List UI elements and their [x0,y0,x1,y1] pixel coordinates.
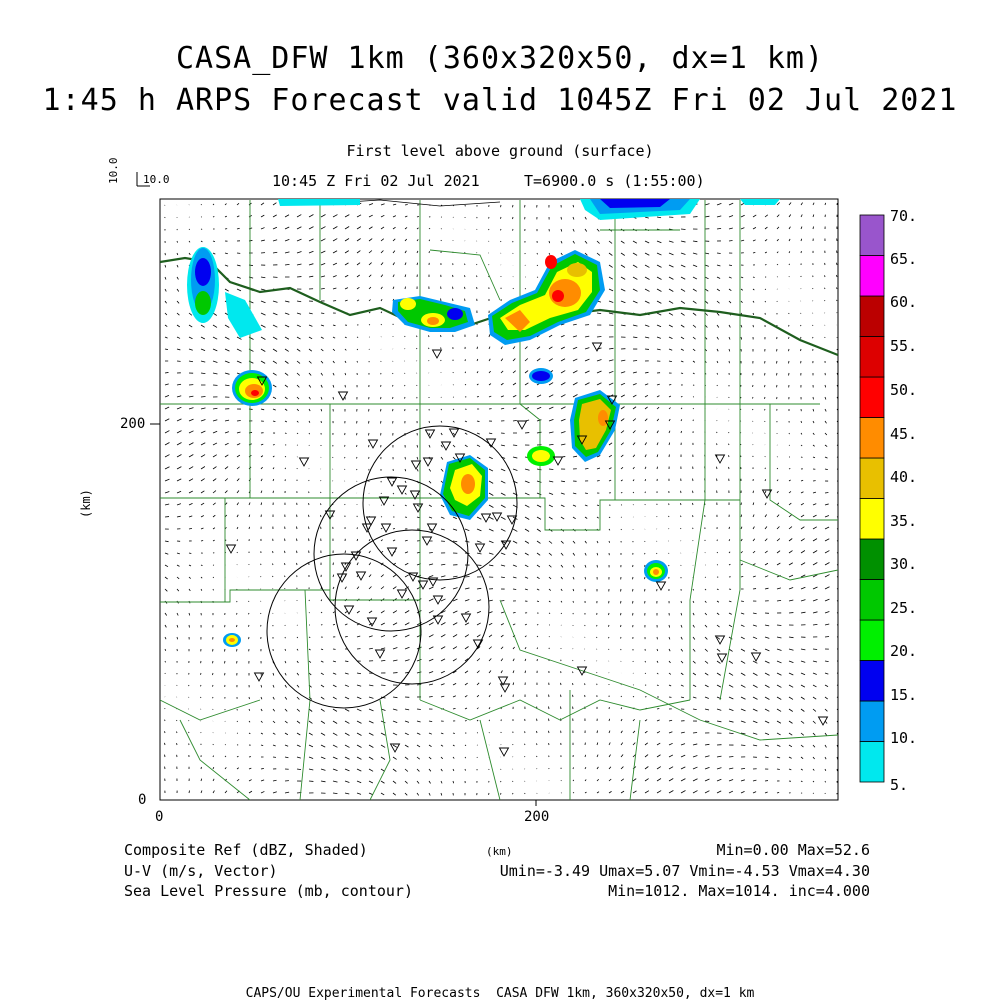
colorbar-swatch [860,742,884,783]
wind-vector [321,313,324,314]
storm-cell-central [461,474,475,494]
y-tick-0: 0 [138,793,146,807]
wind-vector [261,768,264,769]
wind-vector [381,324,382,325]
wind-vector [393,505,394,506]
wind-vector [405,287,406,289]
colorbar-label: 65. [890,252,917,267]
wind-vector [777,625,781,626]
wind-vector [633,504,634,505]
colorbar-swatch [860,580,884,621]
wind-vector [477,396,479,397]
credit-line: CAPS/OU Experimental Forecasts CASA DFW 1km, 360x320x50, dx=1 km [0,987,1000,1000]
colorbar-label: 70. [890,209,917,224]
wind-vector [345,551,346,553]
wind-vector [681,431,682,433]
wind-vector [525,671,526,673]
wind-vector [789,264,790,265]
wind-vector [477,421,479,422]
colorbar-swatch [860,418,884,459]
colorbar-label: 5. [890,778,908,793]
y-axis-label: (km) [80,489,92,518]
model-time-label: T=6900.0 s (1:55:00) [524,174,705,189]
wind-vector [165,372,168,373]
wind-vector [165,349,168,350]
x-tick-200: 200 [524,810,549,824]
colorbar-label: 35. [890,514,917,529]
colorbar-swatch [860,539,884,580]
wind-vector [681,229,685,230]
wind-vector [237,420,241,421]
wind-vector [741,601,744,602]
wind-vector [285,468,286,469]
wind-vector [753,491,754,493]
colorbar-label: 10. [890,731,917,746]
storm-cell [229,638,235,642]
valid-time-label: 10:45 Z Fri 02 Jul 2021 [272,174,480,189]
wind-vector [393,528,395,529]
wind-vector [525,288,526,289]
wind-vector [381,685,385,686]
field1-name: Composite Ref (dBZ, Shaded) [124,843,368,858]
field2-stats: Umin=-3.49 Umax=5.07 Vmin=-4.53 Vmax=4.30 [500,864,870,879]
wind-vector [573,683,574,685]
field3-name: Sea Level Pressure (mb, contour) [124,884,413,899]
wind-vector [765,289,766,290]
wind-vector [273,491,274,493]
storm-cell-large [552,290,564,302]
field1-stats: Min=0.00 Max=52.6 [716,843,870,858]
wind-vector [645,673,646,674]
wind-vector [213,216,214,217]
wind-vector [801,421,802,423]
wind-vector [189,229,190,230]
storm-cell [195,291,211,315]
colorbar [860,215,884,782]
reflectivity-band-top [740,199,780,205]
wind-vector [237,721,238,722]
wind-vector [177,241,178,243]
wind-vector [693,589,694,590]
wind-vector [345,661,348,662]
wind-vector [549,469,553,470]
wind-vector [213,756,214,757]
wind-vector [597,731,598,733]
wind-vector [225,744,226,745]
colorbar-label: 45. [890,427,917,442]
colorbar-swatch [860,458,884,499]
storm-cell [532,371,550,381]
wind-vector [201,204,202,205]
wind-vector [573,792,574,793]
storm-cell-large [545,255,557,269]
wind-vector [441,409,442,410]
wind-vector [201,396,205,397]
wind-vector [549,636,550,637]
storm-line [447,308,463,320]
storm-cell [251,390,259,396]
wind-vector [609,541,610,543]
storm-line [427,317,439,325]
wind-vector [309,612,310,613]
colorbar-label: 40. [890,470,917,485]
colorbar-swatch [860,701,884,742]
vector-key-vertical-label: 10.0 [108,158,119,185]
wind-vector [465,745,466,746]
wind-vector [765,301,766,302]
storm-cell [653,569,659,575]
storm-cell [195,258,211,286]
wind-vector [477,347,478,349]
wind-vector [717,552,718,553]
colorbar-swatch [860,661,884,702]
wind-vector [249,527,250,529]
colorbar-label: 20. [890,644,917,659]
field2-name: U-V (m/s, Vector) [124,864,278,879]
wind-vector [189,791,190,793]
colorbar-swatch [860,215,884,256]
colorbar-swatch [860,256,884,297]
wind-vector [825,492,828,493]
wind-vector [837,275,838,277]
colorbar-swatch [860,499,884,540]
colorbar-label: 15. [890,688,917,703]
colorbar-label: 60. [890,295,917,310]
wind-vector [693,732,697,733]
wind-vector [705,577,706,578]
wind-vector [249,240,252,241]
wind-vector [777,769,780,770]
wind-vector [333,397,334,399]
wind-vector [825,781,826,782]
wind-vector [645,661,646,662]
reflectivity-band-top [600,199,670,208]
wind-vector [621,696,622,697]
reflectivity-band-top [278,199,360,206]
wind-vector [309,637,310,638]
wind-vector [657,685,659,686]
wind-vector [465,576,469,577]
storm-cell-large [567,263,587,277]
wind-vector [813,227,814,229]
colorbar-label: 50. [890,383,917,398]
wind-vector [729,527,730,529]
title-line-1: CASA_DFW 1km (360x320x50, dx=1 km) [0,44,1000,74]
wind-vector [789,445,790,446]
wind-vector [213,241,215,242]
wind-vector [213,577,214,578]
colorbar-label: 25. [890,601,917,616]
storm-line [400,298,416,310]
wind-vector [657,708,659,709]
wind-vector [261,745,263,746]
wind-vector [549,613,550,614]
storm-cell [532,450,550,462]
wind-vector [393,481,394,483]
colorbar-swatch [860,337,884,378]
wind-vector [597,336,601,337]
vector-key [137,172,150,186]
vector-key-horizontal-label: 10.0 [143,174,170,185]
wind-vector [429,421,430,423]
x-tick-0: 0 [155,810,163,824]
wind-vector [357,361,358,363]
colorbar-label: 30. [890,557,917,572]
wind-vector [669,625,670,627]
wind-vector [813,793,814,794]
colorbar-label: 55. [890,339,917,354]
title-line-2: 1:45 h ARPS Forecast valid 1045Z Fri 02 Jul 2021 [0,86,1000,116]
wind-vector [285,456,286,457]
wind-vector [561,217,562,219]
y-tick-200: 200 [120,417,145,431]
wind-vector [429,552,433,553]
colorbar-swatch [860,296,884,337]
colorbar-swatch [860,377,884,418]
wind-vector [693,408,694,409]
field3-stats: Min=1012. Max=1014. inc=4.000 [608,884,870,899]
wind-vector [309,433,310,434]
level-label: First level above ground (surface) [0,144,1000,159]
colorbar-swatch [860,620,884,661]
x-axis-label: (km) [486,846,513,857]
wind-vector [657,467,658,469]
wind-vector [561,613,562,614]
wind-vector [789,468,790,469]
wind-vector [513,445,517,446]
